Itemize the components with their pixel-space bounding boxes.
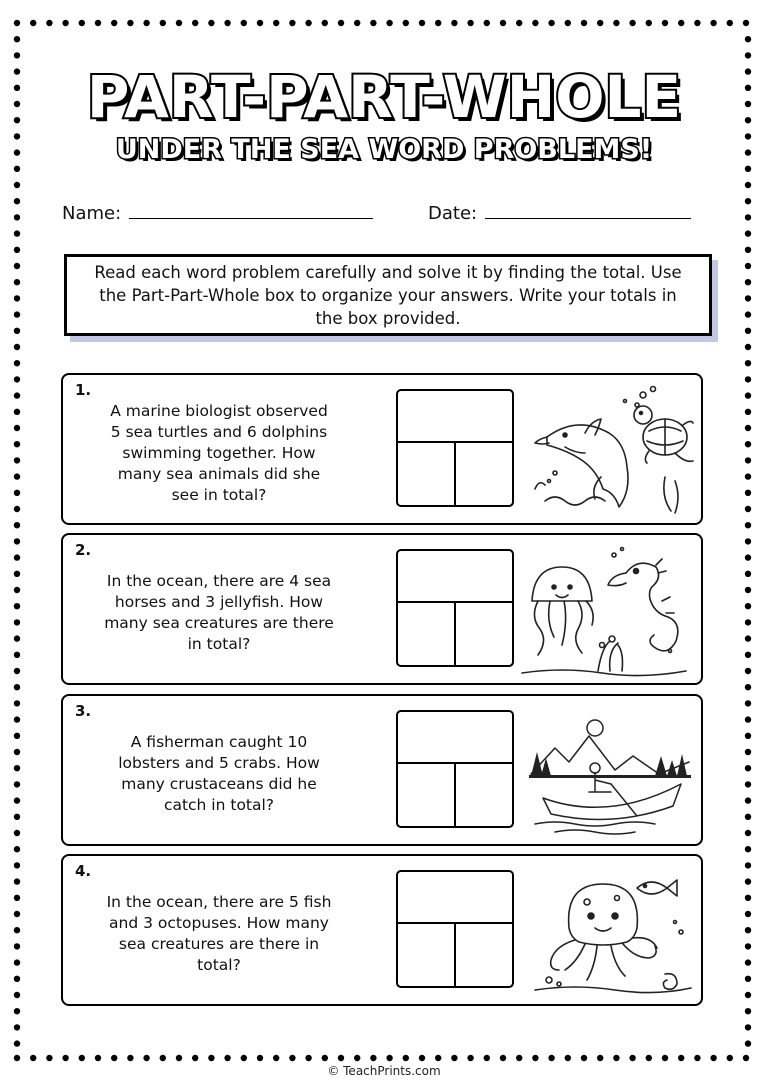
problem-number: 2. <box>75 541 92 559</box>
part-part-whole-box[interactable] <box>396 710 514 828</box>
problem-card <box>61 373 703 525</box>
date-label: Date: <box>428 203 478 224</box>
part-part-whole-box[interactable] <box>396 549 514 667</box>
problem-number: 1. <box>75 381 92 399</box>
part-divider <box>454 764 456 826</box>
problem-card <box>61 854 703 1006</box>
part-part-whole-box[interactable] <box>396 389 514 507</box>
instructions-box <box>64 254 712 336</box>
problem-text: A marine biologist observed 5 sea turtles and 6 dolphins swimming together. How many sea animals did she see in total? <box>110 401 328 504</box>
problem-text: In the ocean, there are 5 fish and 3 octopuses. How many sea creatures are there in total? <box>106 893 332 974</box>
part-part-whole-box[interactable] <box>396 870 514 988</box>
jellyfish-and-seahorse-illustration <box>518 541 688 679</box>
page-title: PART-PART-WHOLE <box>86 63 682 131</box>
octopus-and-fish-illustration <box>525 862 695 1000</box>
date-line[interactable] <box>485 200 691 219</box>
name-line[interactable] <box>129 200 373 219</box>
problem-number: 3. <box>75 702 92 720</box>
problem-card <box>61 533 703 685</box>
dolphin-and-turtle-illustration <box>525 381 695 519</box>
date-field[interactable] <box>428 200 691 228</box>
name-field[interactable] <box>62 200 373 228</box>
name-label: Name: <box>62 203 122 224</box>
problem-text: A fisherman caught 10 lobsters and 5 crabs. How many crustaceans did he catch in total? <box>118 733 320 814</box>
fisherman-in-boat-illustration <box>525 702 695 840</box>
instructions-text: Read each word problem carefully and solve it by finding the total. Use the Part-Part-Whole box to organize your answers. Write your totals in the box provided. <box>94 262 682 328</box>
footer-copyright: © TeachPrints.com <box>327 1064 441 1078</box>
problem-number: 4. <box>75 862 92 880</box>
page-subtitle: UNDER THE SEA WORD PROBLEMS! <box>115 134 653 165</box>
part-divider <box>454 924 456 986</box>
part-divider <box>454 443 456 505</box>
problem-text: In the ocean, there are 4 sea horses and 3 jellyfish. How many sea creatures are there in total? <box>104 572 334 653</box>
problem-card <box>61 694 703 846</box>
part-divider <box>454 603 456 665</box>
